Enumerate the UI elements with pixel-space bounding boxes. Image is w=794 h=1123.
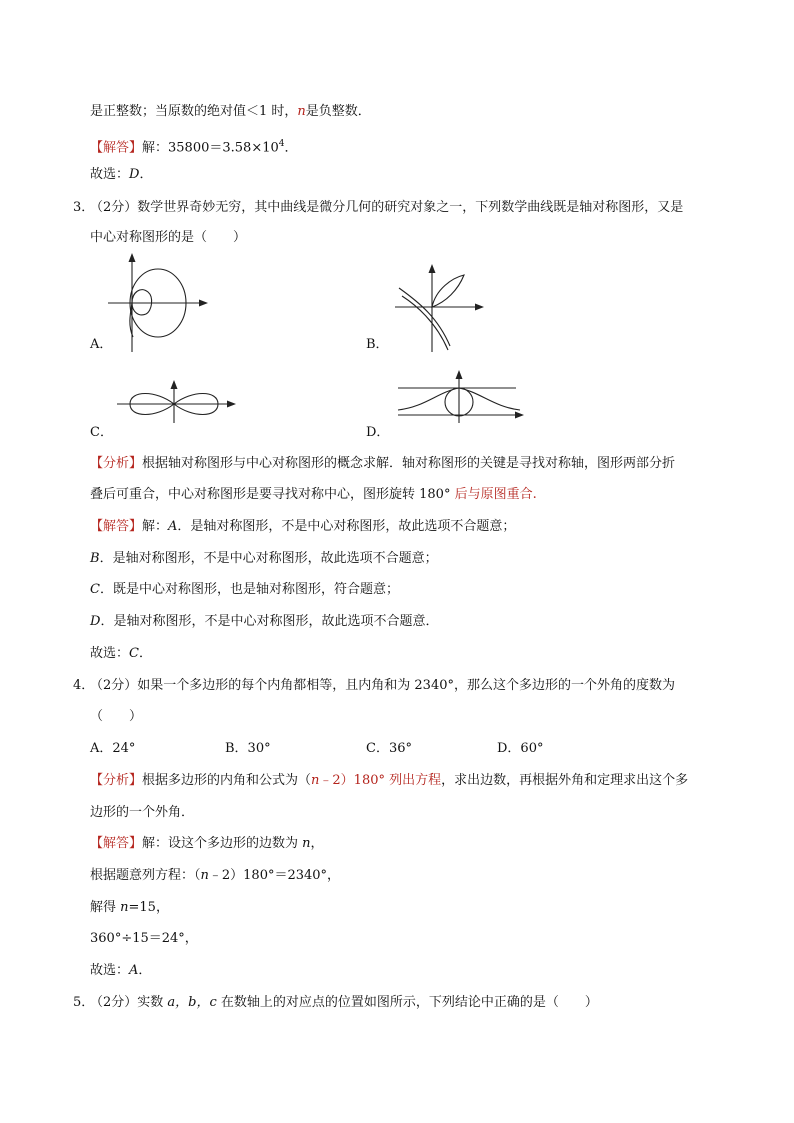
q4-number: 4． <box>73 678 95 693</box>
q5-number: 5． <box>73 995 95 1010</box>
q3-stem-line2: 中心对称图形的是（ ） <box>90 230 247 245</box>
option-c-label: C． <box>90 425 113 440</box>
q4-option-d: D．60° <box>497 741 544 756</box>
q4-solution-line1: 【解答】解：设这个多边形的边数为 n， <box>90 836 324 851</box>
q3-solution-line1: 【解答】解：A．是轴对称图形，不是中心对称图形，故此选项不合题意； <box>90 519 516 534</box>
q4-analysis-line1: 【分析】根据多边形的内角和公式为（n﹣2）180° 列出方程，求出边数，再根据外角和定理求出这个多 <box>90 773 689 788</box>
q4-option-b: B．30° <box>225 741 271 756</box>
q3-solution-line3: C．既是中心对称图形，也是轴对称图形，符合题意； <box>90 582 399 597</box>
option-d-label: D． <box>366 425 390 440</box>
q4-stem-line1: （2分）如果一个多边形的每个内角都相等，且内角和为 2340°，那么这个多边形的一个外角的度数为 <box>90 678 675 693</box>
q3-number: 3． <box>73 200 95 215</box>
q3-solution-line4: D．是轴对称图形，不是中心对称图形，故此选项不合题意． <box>90 614 439 629</box>
q4-solution-line3: 解得 n=15， <box>90 900 169 915</box>
q4-analysis-line2: 边形的一个外角． <box>90 805 195 820</box>
option-a-label: A． <box>90 337 113 352</box>
q3-analysis-line2: 叠后可重合，中心对称图形是要寻找对称中心，图形旋转 180° 后与原图重合. <box>90 487 537 502</box>
q4-option-a: A．24° <box>90 741 136 756</box>
q4-option-c: C．36° <box>366 741 412 756</box>
q5-stem-line1: （2分）实数 a，b，c 在数轴上的对应点的位置如图所示，下列结论中正确的是（ ） <box>90 995 598 1010</box>
q3-solution-line2: B．是轴对称图形，不是中心对称图形，故此选项不合题意； <box>90 551 438 566</box>
q3-choice-line: 故选：C． <box>90 646 152 661</box>
q3-analysis-line1: 【分析】根据轴对称图形与中心对称图形的概念求解．轴对称图形的关键是寻找对称轴，图形两部分折 <box>90 456 676 471</box>
q2-choice-line: 故选：D． <box>90 167 153 182</box>
option-b-label: B． <box>366 337 389 352</box>
q2-answer-line: 【解答】解：$35800=3.58\times 10^4$． <box>90 139 298 156</box>
q4-stem-line2: （ ） <box>90 709 143 724</box>
q4-choice-line: 故选：A． <box>90 963 152 978</box>
q2-text-line: 是正整数；当原数的绝对值＜1 时，n是负整数． <box>90 104 371 119</box>
q3-stem-line1: （2分）数学世界奇妙无穷，其中曲线是微分几何的研究对象之一，下列数学曲线既是轴对称图形，又是 <box>90 200 684 215</box>
q4-solution-line2: 根据题意列方程：（n﹣2）180°＝2340°， <box>90 868 341 883</box>
q4-solution-line4: 360°÷15＝24°， <box>90 931 198 946</box>
